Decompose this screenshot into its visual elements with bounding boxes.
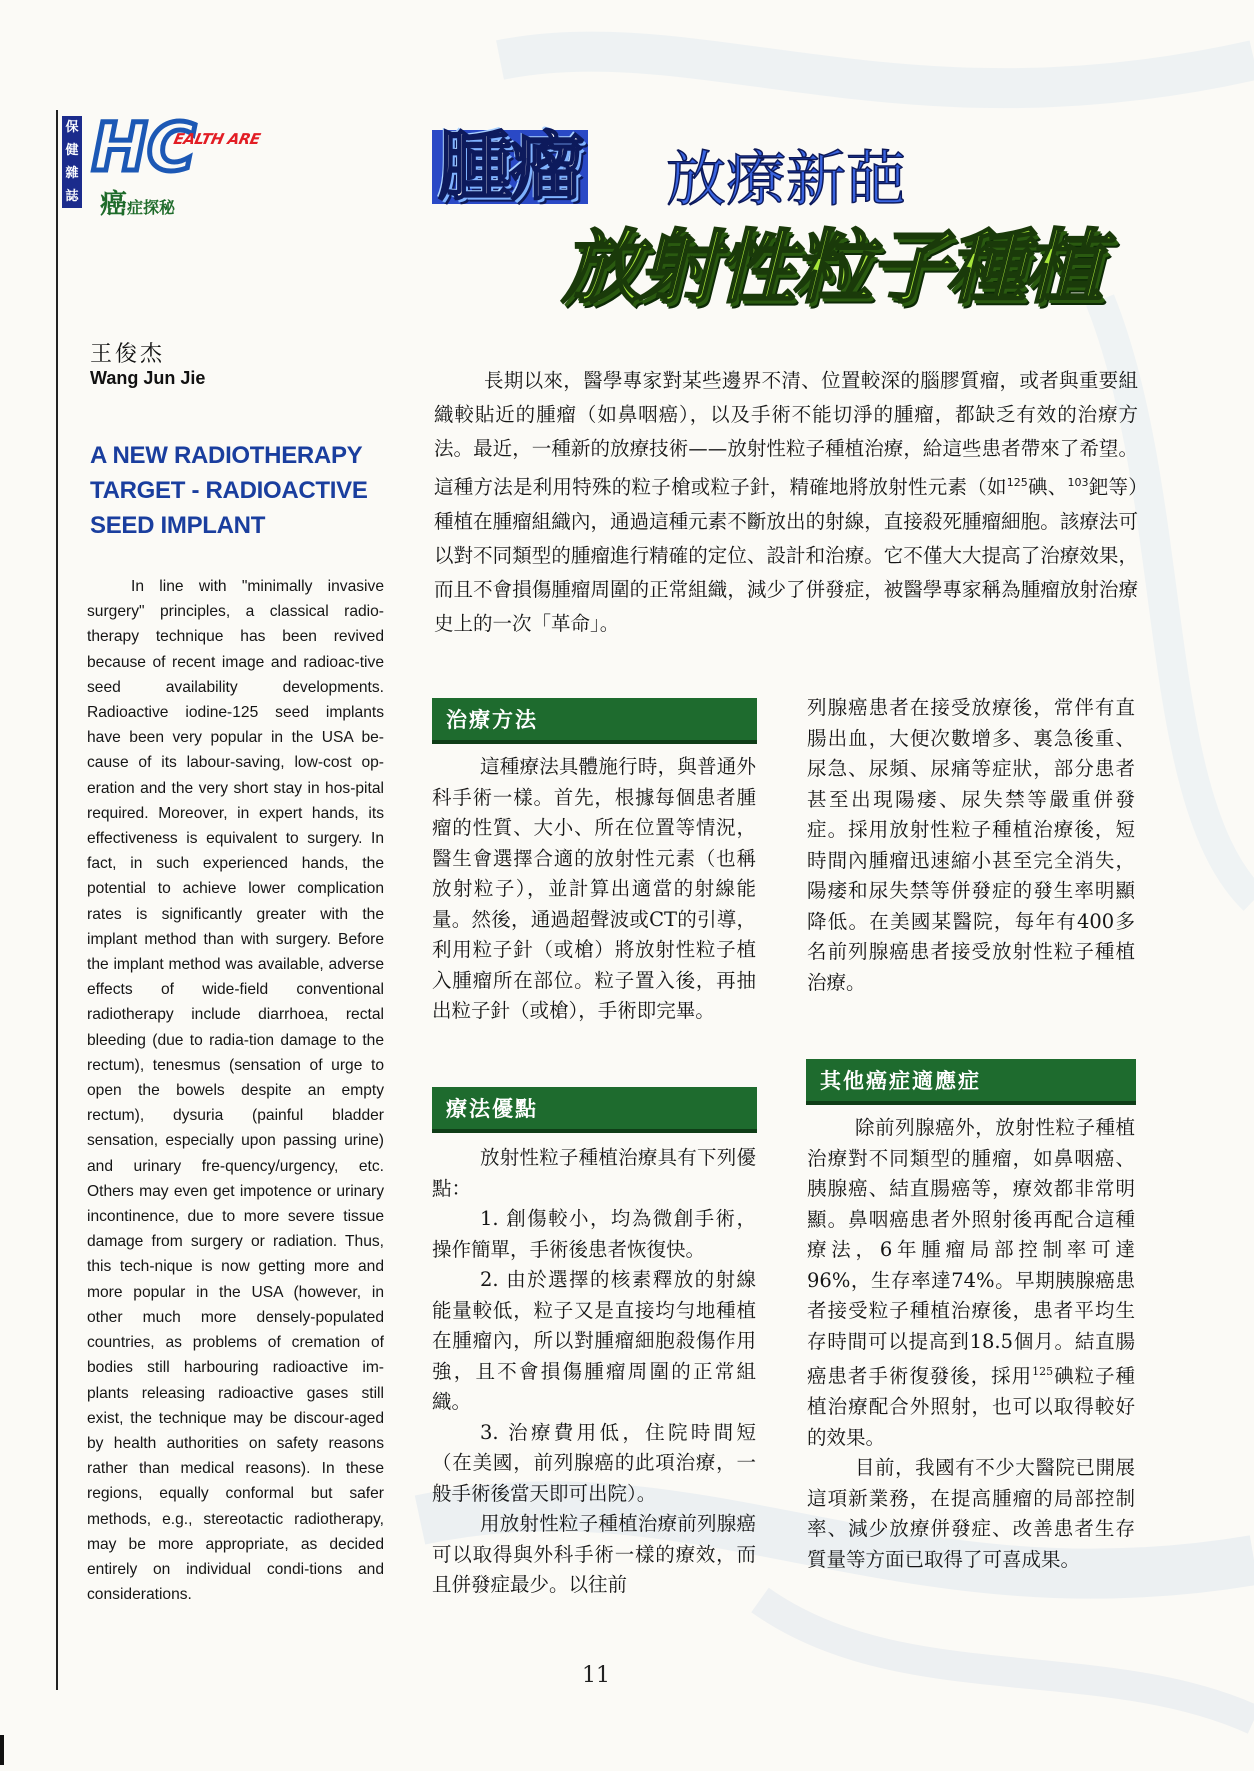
lead-paragraph: 長期以來，醫學專家對某些邊界不清、位置較深的腦膠質瘤，或者與重要組織較貼近的腫瘤（如鼻咽癌），以及手術不能切淨的腫瘤，都缺乏有效的治療方法。最近，一種新的放療技術——放射性粒子種植治療，給這些患者帶來了希望。這種方法是利用特殊的粒子槍或粒子針，精確地將放射性元素（如$^{125}$碘、$^{103}$鈀等）種植在腫瘤組織內，通過這種元素不斷放出的射線，直接殺死腫瘤細胞。該療法可以對不同類型的腫瘤進行精確的定位、設計和治療。它不僅大大提高了治療效果，而且不會損傷腫瘤周圍的正常組織，減少了併發症，被醫學專家稱為腫瘤放射治療史上的一次「革命」。	[434, 369, 1138, 635]
magazine-logo	[62, 112, 262, 222]
method-text: 這種療法具體施行時，與普通外科手術一樣。首先，根據每個患者腫瘤的性質、大小、所在位置等情況，醫生會選擇合適的放射性元素（也稱放射粒子），並計算出適當的射線能量。然後，通過超聲波或CT的引導，利用粒子針（或槍）將放射性粒子植入腫瘤所在部位。粒子置入後，再抽出粒子針（或槍），手術即完畢。	[432, 755, 756, 1022]
left-vertical-rule	[56, 110, 58, 1690]
tab-char: 健	[65, 143, 79, 158]
magazine-tab	[62, 116, 82, 208]
prostate-continued-text: 列腺癌患者在接受放療後，常伴有直腸出血，大便次數增多、裏急後重、尿急、尿頻、尿痛等症狀，部分患者甚至出現陽痿、尿失禁等嚴重併發症。採用放射性粒子種植治療後，短時間內腫瘤迅速縮小甚至完全消失，陽痿和尿失禁等併發症的發生率明顯降低。在美國某醫院，每年有400多名前列腺癌患者接受放射性粒子種植治療。	[807, 696, 1135, 994]
headline-part2: 放療新葩	[666, 145, 906, 215]
english-title: A NEW RADIOTHERAPY TARGET - RADIOACTIVE SEED IMPLANT	[90, 442, 368, 539]
section-label	[100, 182, 175, 221]
crop-mark	[0, 1735, 4, 1765]
author-name-cn: 王俊杰	[90, 342, 166, 367]
tab-char: 保	[65, 120, 79, 135]
section-heading-other: 其他癌症適應症	[806, 1059, 1136, 1101]
healthcare-script: EALTH ARE	[172, 130, 262, 148]
other-cancers-text: 除前列腺癌外，放射性粒子種植治療對不同類型的腫瘤，如鼻咽癌、胰腺癌、結直腸癌等，療效都非常明顯。鼻咽癌患者外照射後再配合這種療法，6年腫瘤局部控制率可達96%，生存率達74%。早期胰腺癌患者接受粒子種植治療後，患者平均生存時間可以提高到18.5個月。結直腸癌患者手術復發後，採用$^{125}$碘粒子種植治療配合外照射，也可以取得較好的效果。 目前，我國有不少大醫院已開展這項新業務，在提高腫瘤的局部控制率、減少放療併發症、改善患者生存質量等方面已取得了可喜成果。	[807, 1116, 1135, 1571]
page-number: 11	[582, 1663, 610, 1688]
section-heading-advantages: 療法優點	[432, 1087, 757, 1129]
english-body: In line with "minimally invasive surgery" principles, a classical radio-therapy technique has been revived because of recent image and radioac-tive seed availability developments. Radioactive iodine-125 seed implants have been very popular in the USA be-cause of its labour-saving, low-cost op-eration and the very short stay in hos-pital required. Moreover, in expert hands, its effectiveness is equivalent to surgery. In fact, in such experienced hands, the potential to achieve lower complication rates is significantly greater with the implant method than with surgery. Before the implant method was available, adverse effects of wide-field conventional radiotherapy include diarrhoea, rectal bleeding (due to radia-tion damage to the rectum), tenesmus (sensation of urge to open the bowels despite an empty rectum), dysuria (painful bladder sensation, especially upon passing urine) and urinary fre-quency/urgency, etc. Others may even get impotence or urinary incontinence, due to more severe tissue damage from surgery or radiation. Thus, this tech-nique is now getting more and more popular in the USA (however, in other much more densely-populated countries, as problems of cremation of bodies still harbouring radioactive im-plants releasing radioactive gases still exist, the technique may be discour-aged by health authorities on safety reasons rather than medical reasons). In these regions, equally conformal but safer methods, e.g., stereotactic radiotherapy, may be more appropriate, as decided entirely on individual condi-tions and considerations.	[87, 578, 384, 1604]
section-label-small: 症探秘	[127, 198, 176, 217]
tab-char: 雜	[65, 166, 79, 181]
headline-subtitle: 放射性粒子種植	[556, 221, 1119, 314]
tab-char: 誌	[65, 189, 79, 204]
advantages-text: 放射性粒子種植治療具有下列優點： 1. 創傷較小，均為微創手術，操作簡單，手術後患者恢復快。 2. 由於選擇的核素釋放的射線能量較低，粒子又是直接均勻地種植在腫瘤內，所以對腫瘤細胞殺傷作用強，且不會損傷腫瘤周圍的正常組織。 3. 治療費用低，住院時間短（在美國，前列腺癌的此項治療，一般手術後當天即可出院）。 用放射性粒子種植治療前列腺癌可以取得與外科手術一樣的療效，而且併發症最少。以往前	[432, 1146, 756, 1596]
hc-letters: HC	[92, 112, 196, 182]
section-label-big: 癌	[100, 189, 127, 220]
headline	[432, 120, 1232, 340]
headline-part1: 腫瘤	[432, 130, 588, 204]
author-name-en: Wang Jun Jie	[90, 368, 206, 388]
section-heading-method: 治療方法	[432, 698, 757, 740]
